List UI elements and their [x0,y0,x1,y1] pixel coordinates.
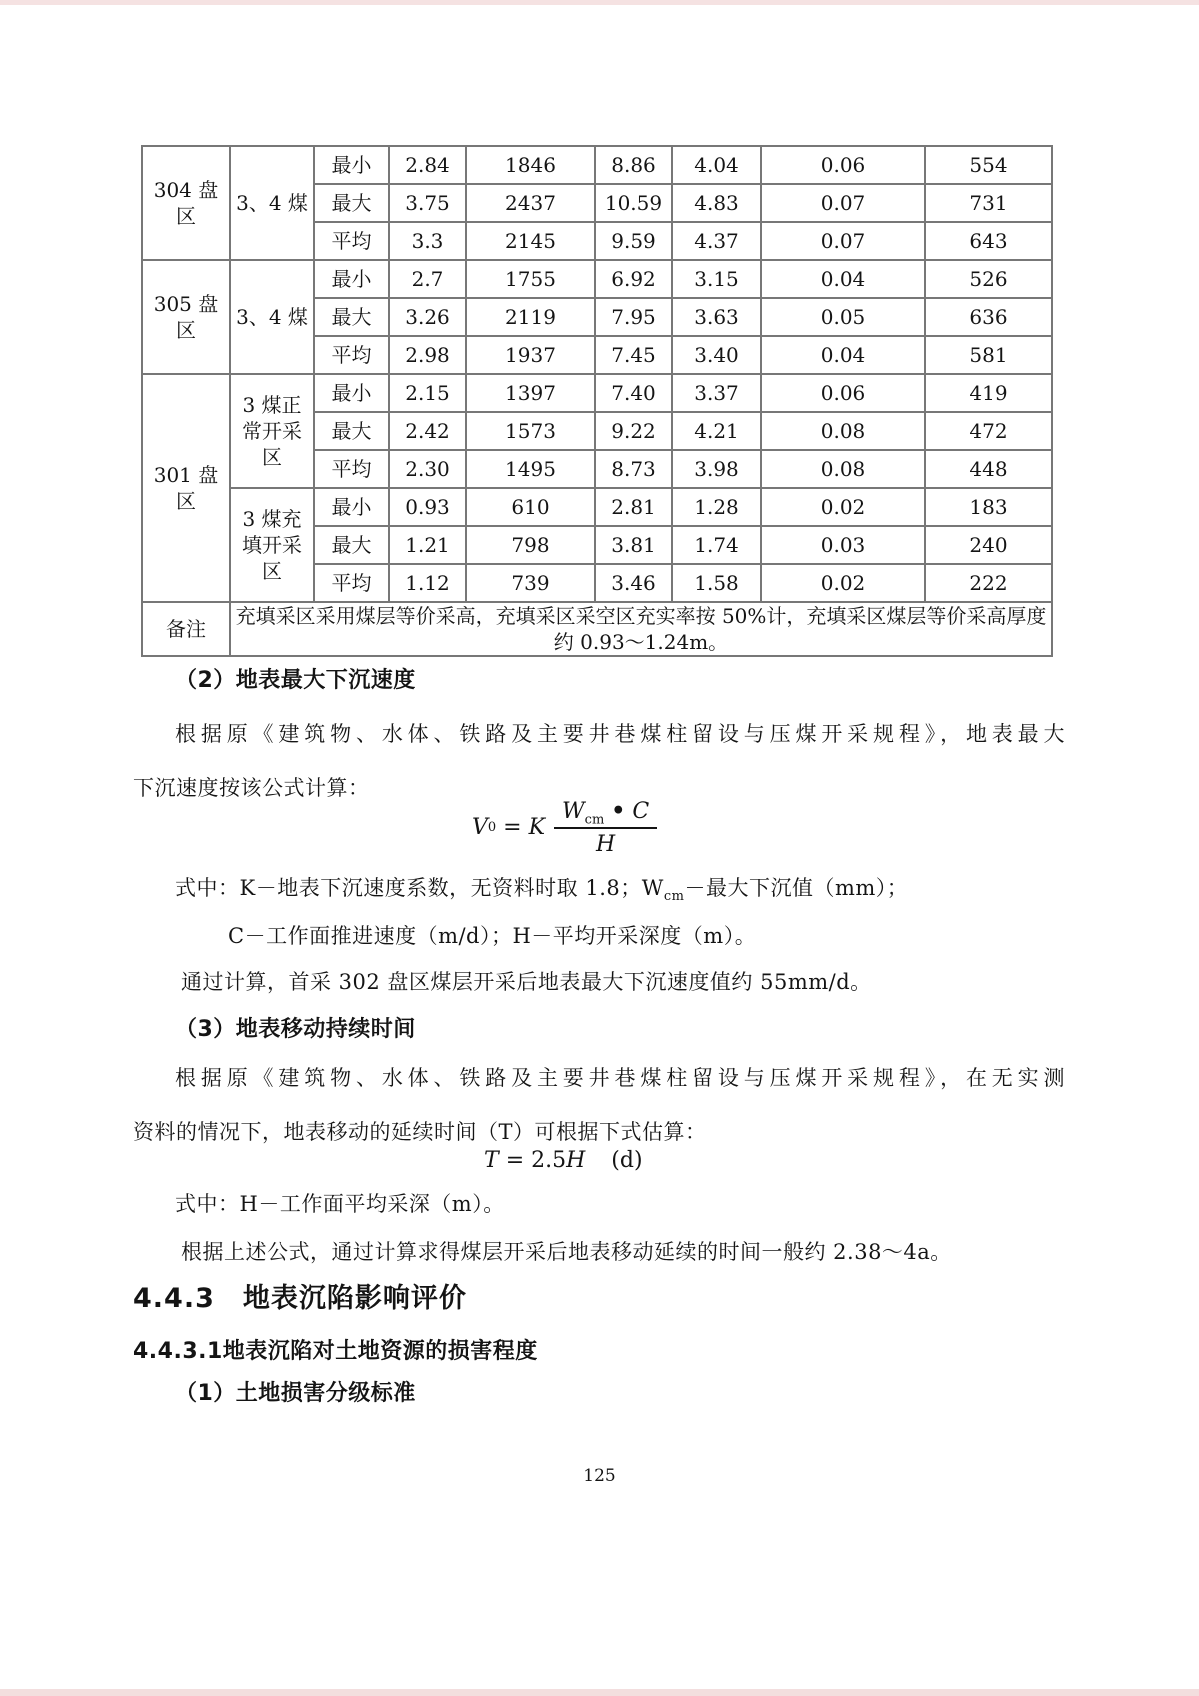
stat-cell: 最小 [314,146,389,184]
paragraph-note-h: 式中：H－工作面平均采深（m）。 [175,1192,505,1216]
zone-cell: 3、4 煤 [230,146,314,260]
formula-v0-numerator [554,798,657,829]
value-cell: 1937 [466,336,595,374]
value-cell: 183 [925,488,1052,526]
value-cell: 1755 [466,260,595,298]
table-row [142,374,1052,412]
value-cell: 731 [925,184,1052,222]
value-cell: 0.02 [761,488,925,526]
formula-t-unit: (d) [611,1148,643,1173]
heading-section-443: 4.4.3 地表沉陷影响评价 [133,1283,467,1314]
value-cell: 2145 [466,222,595,260]
formula-v0-equals: = [503,815,522,840]
value-cell: 240 [925,526,1052,564]
formula-v0-fraction [554,798,657,857]
value-cell: 526 [925,260,1052,298]
area-cell: 305 盘区 [142,260,230,374]
value-cell: 7.40 [595,374,672,412]
formula-t-lhs: T [484,1148,499,1173]
value-cell: 4.21 [672,412,761,450]
value-cell: 1495 [466,450,595,488]
value-cell: 3.37 [672,374,761,412]
formula-v0-dot-operator: • [611,798,626,824]
value-cell: 3.40 [672,336,761,374]
value-cell: 1.21 [389,526,466,564]
value-cell: 6.92 [595,260,672,298]
remark-label-cell: 备注 [142,602,230,656]
value-cell: 3.75 [389,184,466,222]
value-cell: 1397 [466,374,595,412]
stat-cell: 最小 [314,488,389,526]
value-cell: 2.98 [389,336,466,374]
value-cell: 3.98 [672,450,761,488]
value-cell: 0.06 [761,374,925,412]
value-cell: 3.81 [595,526,672,564]
formula-t-mid: = 2.5 [505,1148,567,1173]
value-cell: 2.15 [389,374,466,412]
formula-v0-c: C [632,799,650,824]
value-cell: 419 [925,374,1052,412]
value-cell: 9.59 [595,222,672,260]
note-k-text: 式中：K－地表下沉速度系数，无资料时取 1.8；W [175,876,664,900]
value-cell: 2.7 [389,260,466,298]
scan-artifact-top [0,0,1199,5]
value-cell: 0.04 [761,336,925,374]
value-cell: 3.3 [389,222,466,260]
value-cell: 554 [925,146,1052,184]
value-cell: 472 [925,412,1052,450]
stat-cell: 平均 [314,450,389,488]
paragraph-duration-line2: 资料的情况下，地表移动的延续时间（T）可根据下式估算： [133,1120,707,1144]
heading-section-4431: 4.4.3.1地表沉陷对土地资源的损害程度 [133,1339,538,1364]
zone-cell: 3 煤充填开采区 [230,488,314,602]
value-cell: 2.84 [389,146,466,184]
value-cell: 3.26 [389,298,466,336]
note-k-subscript: cm [663,889,685,905]
paragraph-velocity-line2: 下沉速度按该公式计算： [133,776,370,800]
area-cell: 304 盘区 [142,146,230,260]
value-cell: 2.42 [389,412,466,450]
table-row [142,488,1052,526]
paragraph-velocity-line1: 根据原《建筑物、水体、铁路及主要井巷煤柱留设与压煤开采规程》，地表最大 [175,722,1065,746]
value-cell: 798 [466,526,595,564]
remark-cell: 充填采区采用煤层等价采高，充填采区采空区充实率按 50%计，充填采区煤层等价采高厚度约 0.93～1.24m。 [230,602,1052,656]
value-cell: 1.58 [672,564,761,602]
value-cell: 0.93 [389,488,466,526]
value-cell: 739 [466,564,595,602]
value-cell: 0.02 [761,564,925,602]
value-cell: 1.74 [672,526,761,564]
formula-v0-lhs: V [472,815,488,840]
table-row [142,146,1052,184]
value-cell: 7.45 [595,336,672,374]
formula-t [484,1148,643,1173]
value-cell: 0.05 [761,298,925,336]
value-cell: 9.22 [595,412,672,450]
value-cell: 0.04 [761,260,925,298]
formula-v0-w-sub: cm [584,812,605,828]
value-cell: 0.07 [761,222,925,260]
stat-cell: 最小 [314,260,389,298]
value-cell: 1573 [466,412,595,450]
stat-cell: 最大 [314,526,389,564]
value-cell: 1846 [466,146,595,184]
value-cell: 1.12 [389,564,466,602]
heading-movement-duration: （3）地表移动持续时间 [175,1017,416,1042]
value-cell: 222 [925,564,1052,602]
zone-cell: 3 煤正常开采区 [230,374,314,488]
value-cell: 8.86 [595,146,672,184]
value-cell: 448 [925,450,1052,488]
paragraph-note-k [175,872,908,904]
value-cell: 8.73 [595,450,672,488]
formula-v0-denominator: H [596,832,616,857]
value-cell: 4.04 [672,146,761,184]
value-cell: 0.08 [761,412,925,450]
formula-v0: V 0 = K $\frac{W_{cm} • C}{H}$ [472,798,657,857]
subsidence-parameters-table [141,145,1053,657]
scan-artifact-bottom [0,1689,1199,1696]
value-cell: 0.08 [761,450,925,488]
value-cell: 643 [925,222,1052,260]
stat-cell: 平均 [314,564,389,602]
value-cell: 4.83 [672,184,761,222]
value-cell: 10.59 [595,184,672,222]
value-cell: 610 [466,488,595,526]
value-cell: 3.15 [672,260,761,298]
page-number: 125 [583,1466,616,1486]
paragraph-note-c: C－工作面推进速度（m/d）；H－平均开采深度（m）。 [228,924,757,948]
formula-t-var: H [566,1148,586,1173]
value-cell: 0.03 [761,526,925,564]
value-cell: 2437 [466,184,595,222]
value-cell: 3.63 [672,298,761,336]
zone-cell: 3、4 煤 [230,260,314,374]
value-cell: 7.95 [595,298,672,336]
value-cell: 3.46 [595,564,672,602]
paragraph-velocity-result: 通过计算，首采 302 盘区煤层开采后地表最大下沉速度值约 55mm/d。 [181,970,872,994]
note-k-text-end: －最大下沉值（mm）； [684,876,909,900]
table-remark-row [142,602,1052,656]
heading-land-damage-grading: （1）土地损害分级标准 [175,1381,416,1406]
stat-cell: 最大 [314,412,389,450]
value-cell: 0.06 [761,146,925,184]
heading-max-subsidence-velocity: （2）地表最大下沉速度 [175,668,416,693]
stat-cell: 平均 [314,222,389,260]
value-cell: 2.81 [595,488,672,526]
stat-cell: 最大 [314,184,389,222]
stat-cell: 最小 [314,374,389,412]
paragraph-duration-line1: 根据原《建筑物、水体、铁路及主要井巷煤柱留设与压煤开采规程》，在无实测 [175,1066,1065,1090]
value-cell: 4.37 [672,222,761,260]
area-cell: 301 盘区 [142,374,230,602]
formula-v0-w: W [562,799,585,824]
stat-cell: 最大 [314,298,389,336]
paragraph-duration-result: 根据上述公式，通过计算求得煤层开采后地表移动延续的时间一般约 2.38～4a。 [181,1240,952,1264]
table-row [142,260,1052,298]
formula-v0-coefficient: K [528,815,546,840]
value-cell: 636 [925,298,1052,336]
value-cell: 0.07 [761,184,925,222]
value-cell: 1.28 [672,488,761,526]
value-cell: 581 [925,336,1052,374]
stat-cell: 平均 [314,336,389,374]
value-cell: 2119 [466,298,595,336]
value-cell: 2.30 [389,450,466,488]
